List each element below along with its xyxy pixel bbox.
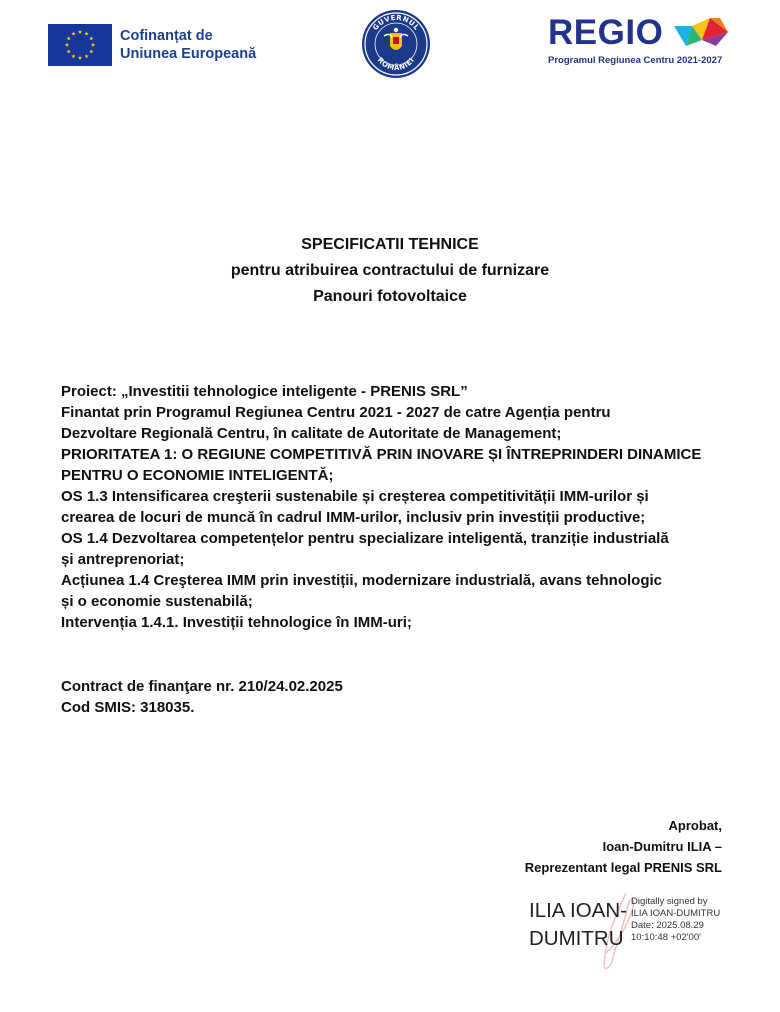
regio-logo-word: REGIO: [548, 13, 664, 52]
signature-details: [631, 896, 720, 944]
document-title: SPECIFICATII TEHNICE: [301, 236, 479, 253]
government-seal-icon: [360, 8, 432, 80]
signature-detail-line: 10:10:48 +02'00': [631, 932, 701, 943]
smis-code: Cod SMIS: 318035.: [61, 699, 195, 716]
project-info-block: [61, 381, 731, 633]
document-product: Panouri fotovoltaice: [313, 288, 467, 305]
approver-name: Ioan-Dumitru ILIA –: [602, 839, 722, 854]
project-line: OS 1.4 Dezvoltarea competențelor pentru specializare inteligentă, tranziție industrială: [61, 530, 669, 547]
project-line: PRIORITATEA 1: O REGIUNE COMPETITIVĂ PRIN INOVARE ȘI ÎNTREPRINDERI DINAMICE: [61, 446, 702, 463]
svg-text:GUVERNUL: GUVERNUL: [371, 13, 421, 32]
project-line: Acțiunea 1.4 Creşterea IMM prin investiții, modernizare industrială, avans tehnologic: [61, 572, 662, 589]
contract-info-block: [61, 676, 661, 718]
approval-label: Aprobat,: [668, 818, 722, 833]
signature-name-line1: ILIA IOAN-: [529, 899, 627, 922]
signature-detail-line: Date: 2025.08.29: [631, 920, 704, 931]
document-title-block: [0, 232, 780, 310]
project-line: OS 1.3 Intensificarea creşterii sustenabile și creșterea competitivității IMM-urilor și: [61, 488, 649, 505]
regio-mark-icon: [672, 16, 730, 56]
svg-text:ROMÂNIEI: ROMÂNIEI: [375, 56, 417, 73]
contract-number: Contract de finanţare nr. 210/24.02.2025: [61, 678, 343, 695]
eu-flag-icon: [48, 24, 112, 66]
project-line: Dezvoltare Regională Centru, în calitate de Autoritate de Management;: [61, 425, 562, 442]
document-subtitle: pentru atribuirea contractului de furnizare: [230, 262, 550, 279]
eu-cofinancing-label: [120, 27, 256, 63]
project-line: și antreprenoriat;: [61, 551, 185, 568]
project-line: Finantat prin Programul Regiunea Centru 2021 - 2027 de catre Agenția pentru: [61, 404, 611, 421]
project-line: și o economie sustenabilă;: [61, 593, 253, 610]
signature-name: [529, 897, 627, 953]
signature-name-line2: DUMITRU: [529, 927, 624, 950]
approval-block: [525, 815, 722, 878]
project-line: crearea de locuri de muncă în cadrul IMM-urilor, inclusiv prin investiții productive;: [61, 509, 646, 526]
signature-detail-line: Digitally signed by: [631, 896, 708, 907]
signature-detail-line: ILIA IOAN-DUMITRU: [631, 908, 721, 919]
project-line: Intervenția 1.4.1. Investiții tehnologice în IMM-uri;: [61, 614, 412, 631]
eu-label-line1: Cofinanțat de: [120, 28, 213, 44]
project-line: Proiect: „Investitii tehnologice inteligente - PRENIS SRL”: [61, 383, 468, 400]
project-line: PENTRU O ECONOMIE INTELIGENTĂ;: [61, 467, 334, 484]
approver-role: Reprezentant legal PRENIS SRL: [524, 860, 722, 875]
regio-program-subtitle: Programul Regiunea Centru 2021-2027: [548, 55, 723, 66]
eu-label-line2: Uniunea Europeană: [120, 46, 257, 62]
